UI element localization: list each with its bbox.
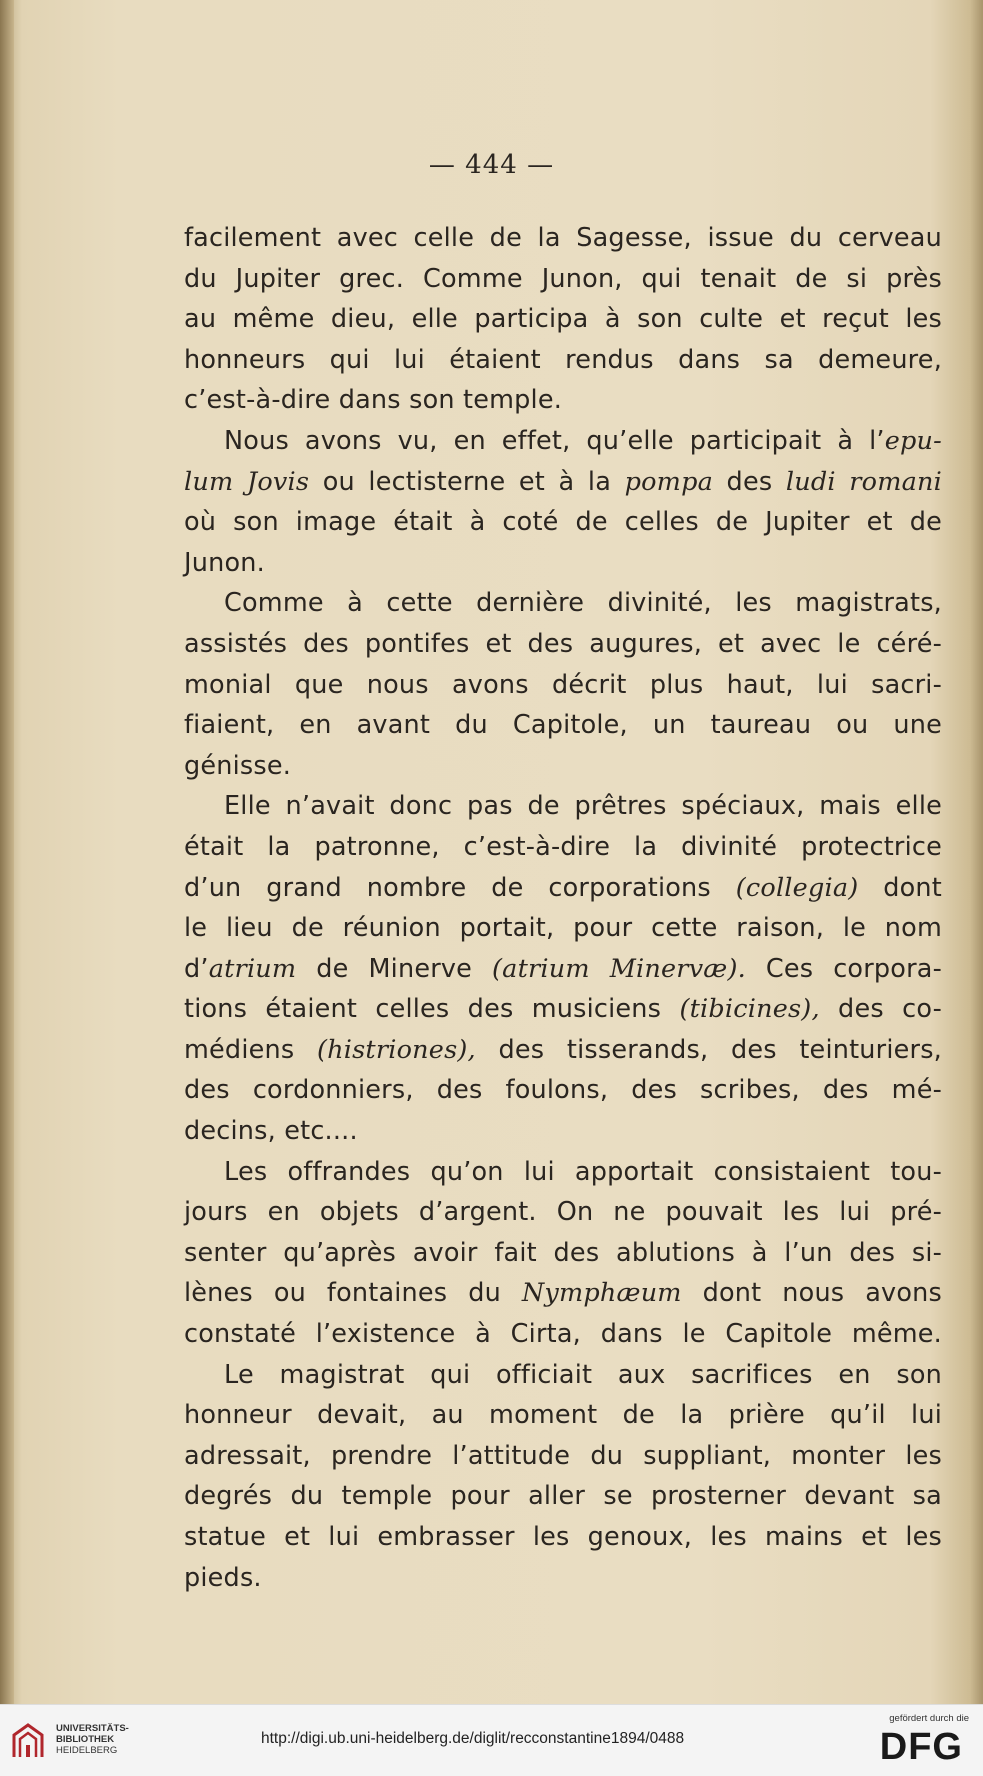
- text-span: c’est-à-dire dans son temple.: [184, 385, 563, 416]
- digitization-footer: [0, 1704, 983, 1776]
- text-line: [184, 1192, 942, 1233]
- text-span: d’: [184, 953, 209, 984]
- text-span: honneurs qui lui étaient rendus dans sa demeure,: [184, 344, 942, 375]
- text-line: [184, 340, 942, 381]
- text-line: [184, 746, 942, 787]
- body-text: [184, 218, 942, 1598]
- text-span: de Minerve: [296, 953, 493, 984]
- text-span: au même dieu, elle participa à son culte et reçut les: [184, 304, 942, 335]
- text-line: [184, 421, 942, 462]
- text-span: decins, etc....: [184, 1116, 358, 1147]
- text-line: [184, 543, 942, 584]
- text-span: senter qu’après avoir fait des ablutions à l’un des si-: [184, 1237, 942, 1268]
- text-line: [184, 665, 942, 706]
- italic-text: pompa: [624, 466, 713, 497]
- text-span: des cordonniers, des foulons, des scribes, des mé-: [184, 1075, 942, 1106]
- heidelberg-library-logo-icon: [10, 1721, 46, 1761]
- page-binding-shadow: [0, 0, 14, 1704]
- text-span: Nous avons vu, en effet, qu’elle participait à l’: [224, 425, 885, 456]
- text-span: assistés des pontifes et des augures, et avec le céré-: [184, 628, 942, 659]
- italic-text: Nymphæum: [521, 1278, 682, 1309]
- text-span: où son image était à coté de celles de Jupiter et de: [184, 507, 942, 538]
- text-span: ou lectisterne et à la: [309, 466, 625, 497]
- text-line: [184, 1395, 942, 1436]
- dfg-logo: DFG: [879, 1726, 963, 1768]
- text-span: monial que nous avons décrit plus haut, lui sacri-: [184, 669, 942, 700]
- italic-text: ludi romani: [785, 466, 942, 497]
- permalink-url[interactable]: http://digi.ub.uni-heidelberg.de/diglit/recconstantine1894/0488: [261, 1730, 685, 1747]
- italic-text: epu-: [884, 425, 942, 456]
- text-line: [184, 868, 942, 909]
- text-span: le lieu de réunion portait, pour cette raison, le nom: [184, 913, 942, 944]
- text-span: des co-: [819, 994, 942, 1025]
- text-line: [184, 908, 942, 949]
- funding-note: gefördert durch die: [889, 1713, 969, 1724]
- text-span: fiaient, en avant du Capitole, un taureau ou une: [184, 710, 942, 741]
- text-span: Junon.: [184, 547, 265, 578]
- text-line: [184, 1030, 942, 1071]
- text-line: [184, 583, 942, 624]
- text-span: Ces corpora-: [745, 953, 942, 984]
- text-span: d’un grand nombre de corporations: [184, 872, 736, 903]
- text-line: [184, 259, 942, 300]
- text-span: était la patronne, c’est-à-dire la divinité protectrice: [184, 831, 942, 862]
- text-line: [184, 989, 942, 1030]
- italic-text: (atrium Minervæ).: [492, 953, 746, 984]
- text-line: [184, 502, 942, 543]
- text-span: statue et lui embrasser les genoux, les mains et les: [184, 1522, 942, 1552]
- library-name-line2: BIBLIOTHEK: [56, 1734, 115, 1745]
- text-line: [184, 1273, 942, 1314]
- italic-text: (histriones),: [317, 1034, 476, 1065]
- text-span: Les offrandes qu’on lui apportait consistaient tou-: [224, 1156, 942, 1187]
- text-line: [184, 1233, 942, 1274]
- text-line: [184, 1152, 942, 1193]
- text-span: lènes ou fontaines du: [184, 1278, 522, 1309]
- library-name-line1: UNIVERSITÄTS-: [56, 1723, 129, 1734]
- text-span: des tisserands, des teinturiers,: [475, 1034, 942, 1065]
- text-span: adressait, prendre l’attitude du suppliant, monter les: [184, 1440, 942, 1471]
- text-line: [184, 1558, 942, 1599]
- text-span: Le magistrat qui officiait aux sacrifices en son: [224, 1359, 942, 1390]
- text-line: [184, 380, 942, 421]
- text-span: du Jupiter grec. Comme Junon, qui tenait de si près: [184, 263, 942, 294]
- text-line: [184, 1436, 942, 1477]
- text-line: [184, 1355, 942, 1396]
- italic-text: (tibicines),: [679, 994, 820, 1025]
- text-span: degrés du temple pour aller se prosterner devant sa: [184, 1481, 942, 1512]
- text-line: [184, 1314, 942, 1355]
- text-line: [184, 949, 942, 990]
- text-line: [184, 299, 942, 340]
- text-line: [184, 1070, 942, 1111]
- text-span: facilement avec celle de la Sagesse, issue du cerveau: [184, 223, 942, 253]
- text-span: Comme à cette dernière divinité, les magistrats,: [224, 588, 942, 619]
- text-line: [184, 1476, 942, 1517]
- text-span: dont nous avons: [681, 1278, 942, 1309]
- text-line: [184, 462, 942, 503]
- text-span: Elle n’avait donc pas de prêtres spéciaux, mais elle: [224, 791, 942, 822]
- text-span: honneur devait, au moment de la prière qu’il lui: [184, 1400, 942, 1431]
- text-line: [184, 786, 942, 827]
- text-line: [184, 1517, 942, 1558]
- text-span: médiens: [184, 1034, 317, 1065]
- text-span: dont: [858, 872, 942, 903]
- text-line: [184, 218, 942, 259]
- text-line: [184, 705, 942, 746]
- text-span: des: [713, 466, 786, 497]
- text-line: [184, 1111, 942, 1152]
- text-span: constaté l’existence à Cirta, dans le Capitole même.: [184, 1319, 942, 1350]
- italic-text: lum Jovis: [184, 466, 310, 497]
- text-span: génisse.: [184, 750, 292, 781]
- library-name-line3: HEIDELBERG: [56, 1745, 118, 1756]
- italic-text: (collegia): [735, 872, 859, 903]
- italic-text: atrium: [208, 953, 297, 984]
- text-line: [184, 827, 942, 868]
- text-span: tions étaient celles des musiciens: [184, 994, 680, 1025]
- library-name: [56, 1723, 129, 1756]
- page-number: — 444 —: [428, 150, 555, 180]
- text-line: [184, 624, 942, 665]
- text-span: pieds.: [184, 1562, 262, 1593]
- text-span: jours en objets d’argent. On ne pouvait les lui pré-: [184, 1197, 942, 1228]
